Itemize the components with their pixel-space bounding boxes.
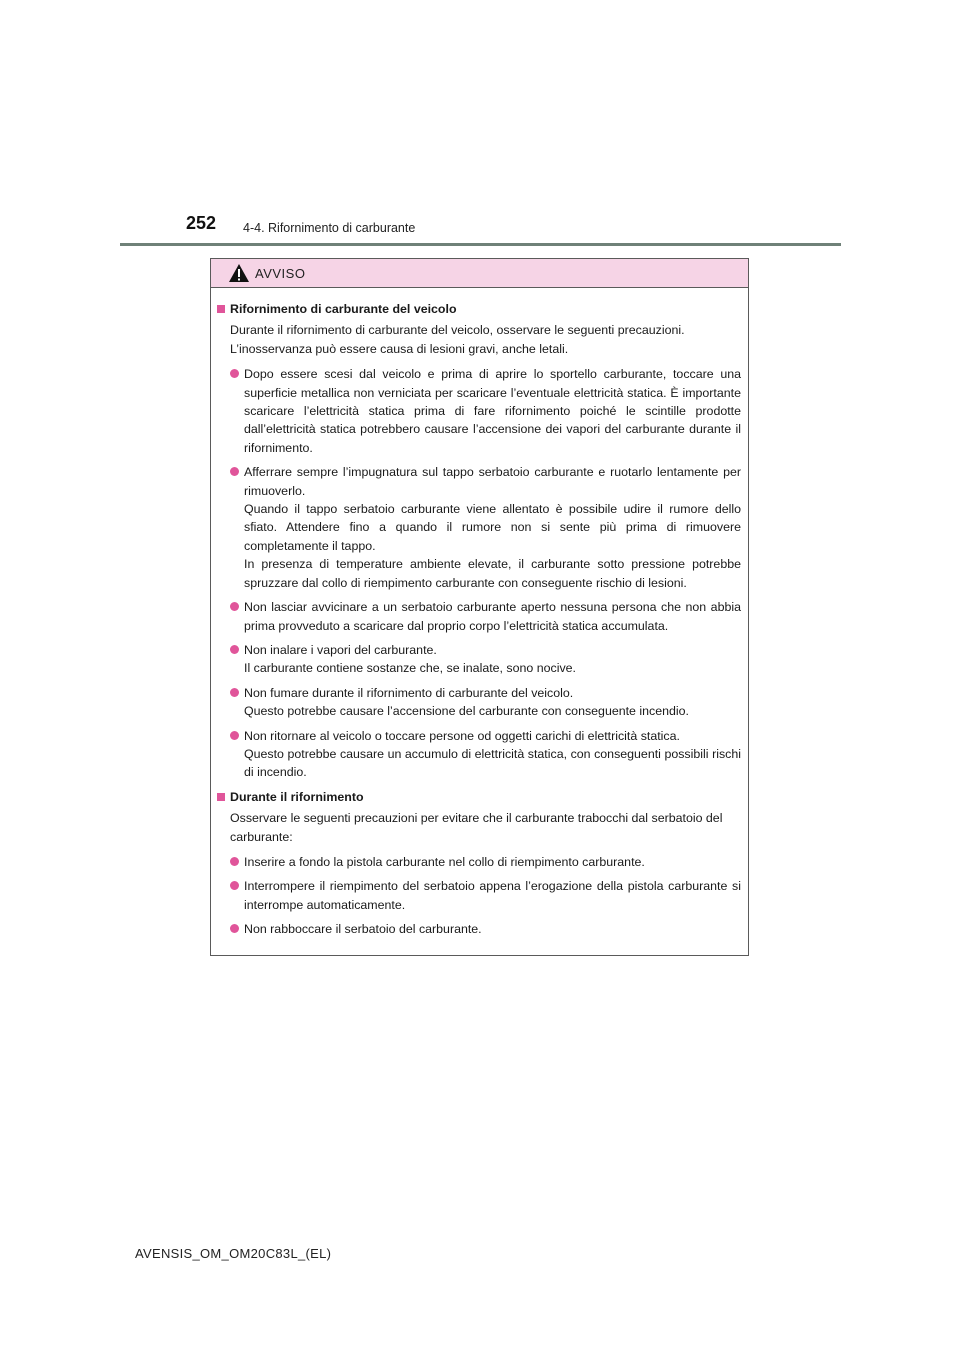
round-bullet-icon	[230, 924, 239, 933]
round-bullet-icon	[230, 602, 239, 611]
item-text: Dopo essere scesi dal veicolo e prima di aprire lo sportello carburante, toccare una superficie metallica non verniciata per scaricare l’eventuale elettricità statica. È importante scaricare l’elettricità statica prima di fare rifornimento poiché le scintille prodotte dall’elettricità statica potrebbero causare l’accensione dei vapori del carburante durante il rifornimento.	[244, 367, 741, 455]
list-item	[217, 727, 741, 782]
page-number: 252	[186, 213, 217, 233]
item-text: Inserire a fondo la pistola carburante nel collo di riempimento carburante.	[244, 854, 645, 869]
intro-line: Osservare le seguenti precauzioni per evitare che il carburante trabocchi dal serbatoio del carburante:	[230, 811, 723, 844]
item-text: Non inalare i vapori del carburante.	[244, 642, 437, 657]
item-text: Interrompere il riempimento del serbatoio appena l’erogazione della pistola carburante si interrompe automaticamente.	[244, 879, 741, 912]
section-heading	[217, 788, 741, 806]
round-bullet-icon	[230, 467, 239, 476]
square-bullet-icon	[217, 793, 225, 801]
item-text: Quando il tappo serbatoio carburante viene allentato è possibile udire il rumore dello sfiato. Attendere fino a quando il rumore non si sente più prima di rimuovere completamente il tappo.	[244, 502, 741, 553]
round-bullet-icon	[230, 731, 239, 740]
list-item	[217, 877, 741, 914]
section-intro	[217, 321, 741, 358]
round-bullet-icon	[230, 645, 239, 654]
round-bullet-icon	[230, 688, 239, 697]
list-item	[217, 920, 741, 938]
round-bullet-icon	[230, 369, 239, 378]
section-heading-text: Durante il rifornimento	[230, 789, 364, 804]
document-code: AVENSIS_OM_OM20C83L_(EL)	[135, 1246, 332, 1261]
bullet-list	[217, 365, 741, 782]
round-bullet-icon	[230, 881, 239, 890]
item-text: Non fumare durante il rifornimento di carburante del veicolo.	[244, 685, 574, 700]
round-bullet-icon	[230, 857, 239, 866]
warning-box	[210, 258, 749, 956]
section-heading	[217, 300, 741, 318]
list-item	[217, 853, 741, 871]
list-item	[217, 641, 741, 678]
warning-body	[211, 288, 748, 939]
intro-line: L’inosservanza può essere causa di lesioni gravi, anche letali.	[230, 341, 569, 356]
bullet-list	[217, 853, 741, 939]
list-item	[217, 365, 741, 457]
section-title: 4-4. Rifornimento di carburante	[243, 221, 416, 235]
list-item	[217, 463, 741, 592]
item-text: Non rabboccare il serbatoio del carburante.	[244, 922, 482, 937]
section-heading-text: Rifornimento di carburante del veicolo	[230, 302, 457, 316]
item-text: Il carburante contiene sostanze che, se inalate, sono nocive.	[244, 661, 577, 676]
item-text: Non lasciar avvicinare a un serbatoio carburante aperto nessuna persona che non abbia prima provveduto a scaricare dal proprio corpo l’elettricità statica accumulata.	[244, 600, 741, 633]
warning-label: AVVISO	[255, 265, 306, 281]
square-bullet-icon	[217, 305, 225, 313]
intro-line: Durante il rifornimento di carburante del veicolo, osservare le seguenti precauzioni.	[230, 323, 685, 338]
item-text: Non ritornare al veicolo o toccare persone od oggetti carichi di elettricità statica.	[244, 728, 680, 743]
item-text: In presenza di temperature ambiente elevate, il carburante sotto pressione potrebbe spruzzare dal collo di riempimento carburante con conseguente rischio di lesioni.	[244, 557, 741, 590]
item-text: Questo potrebbe causare l’accensione del carburante con conseguente incendio.	[244, 704, 689, 719]
header-divider	[120, 243, 841, 246]
list-item	[217, 598, 741, 635]
section-intro	[217, 809, 741, 846]
list-item	[217, 684, 741, 721]
item-text: Questo potrebbe causare un accumulo di elettricità statica, con conseguenti possibili rischi di incendio.	[244, 746, 741, 780]
warning-section	[217, 300, 741, 782]
item-text: Afferrare sempre l’impugnatura sul tappo serbatoio carburante e ruotarlo lentamente per rimuoverlo.	[244, 465, 741, 498]
warning-header	[211, 259, 748, 288]
warning-section	[217, 788, 741, 939]
warning-triangle-icon	[228, 263, 250, 283]
